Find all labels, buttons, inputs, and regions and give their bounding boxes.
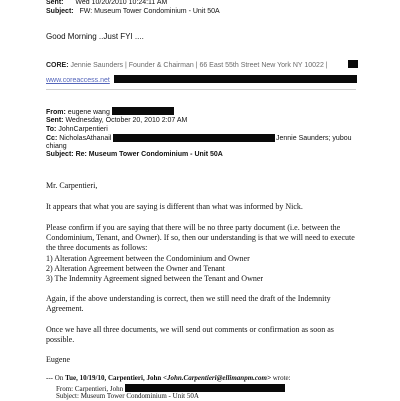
paragraph-1: It appears that what you are saying is different than what was informed by Nick. — [46, 202, 303, 211]
greeting: Good Morning ..Just FYI .... — [46, 32, 144, 41]
redaction-block — [125, 384, 285, 392]
fwd-sent-value: Wednesday, October 20, 2010 2:07 AM — [65, 117, 188, 124]
fwd-subject-label: Subject: — [46, 151, 74, 158]
core-label: CORE: — [46, 62, 69, 69]
salutation: Mr. Carpentieri, — [46, 181, 98, 190]
fwd-to-label: To: — [46, 126, 57, 133]
fwd-to-value: JohnCarpentieri — [58, 126, 108, 133]
outer-subject-row — [46, 7, 220, 16]
core-link-row — [46, 75, 357, 85]
fwd-to-row — [46, 125, 108, 134]
quote-date: Tue, 10/19/10, Carpentieri, John — [65, 374, 162, 382]
core-text: Jennie Saunders | Founder & Chairman | 66 East 55th Street New York NY 10022 | — [70, 62, 328, 69]
list-item: 2) Alteration Agreement between the Owner and Tenant — [46, 264, 226, 273]
signoff: Eugene — [46, 355, 70, 364]
quoted-from-label: From: — [56, 385, 74, 393]
quoted-from-value: Carpentieri, John — [74, 385, 124, 393]
divider — [46, 89, 356, 90]
fwd-cc-cont: chiang — [46, 143, 67, 150]
subject-value: FW: Museum Tower Condominium - Unit 50A — [79, 8, 220, 15]
core-link[interactable]: www.coreaccess.net — [46, 77, 110, 84]
redaction-block — [348, 60, 358, 68]
fwd-cc-label: Cc: — [46, 135, 58, 142]
redaction-block — [114, 75, 357, 83]
redaction-block — [112, 107, 174, 115]
redaction-block — [113, 134, 275, 142]
fwd-subject-row — [46, 150, 223, 159]
quote-suffix: wrote: — [270, 374, 291, 382]
fwd-sent-row — [46, 116, 187, 125]
fwd-from-value: eugene wang — [67, 109, 110, 116]
sent-label: Sent: — [46, 0, 64, 6]
quote-email: <John.Carpentieri@ellimanpm.com> — [163, 374, 271, 382]
core-signature — [46, 61, 328, 70]
fwd-sent-label: Sent: — [46, 117, 64, 124]
fwd-from-label: From: — [46, 109, 66, 116]
quote-header — [46, 374, 291, 383]
quoted-subject-label: Subject: — [56, 392, 79, 400]
quoted-subject-value: Museum Tower Condominium - Unit 50A — [80, 392, 199, 400]
outer-sent-row — [46, 0, 167, 7]
paragraph-4: Once we have all three documents, we will send out comments or confirmation as soon as possible. — [46, 325, 334, 344]
paragraph-3: Again, if the above understanding is correct, then we still need the draft of the Indemnity Agreement. — [46, 294, 331, 313]
list-item: 3) The Indemnity Agreement signed between the Tenant and Owner — [46, 274, 264, 283]
fwd-subject-value: Re: Museum Tower Condominium - Unit 50A — [75, 151, 223, 158]
fwd-cc-value-start: NicholasAthanail — [59, 135, 112, 142]
subject-label: Subject: — [46, 8, 74, 15]
quote-prefix: --- On — [46, 374, 66, 382]
fwd-cc-value-end: Jennie Saunders; yubou — [276, 135, 352, 142]
list-item: 1) Alteration Agreement between the Condominium and Owner — [46, 254, 250, 263]
sent-value: Wed 10/20/2010 10:24:11 AM — [75, 0, 168, 6]
paragraph-2: Please confirm if you are saying that there will be no three party document (i.e. between the Condominium, Tenant, and Owner). If so, then our understanding is that we will need to execute the three documents as follows: — [46, 223, 355, 252]
